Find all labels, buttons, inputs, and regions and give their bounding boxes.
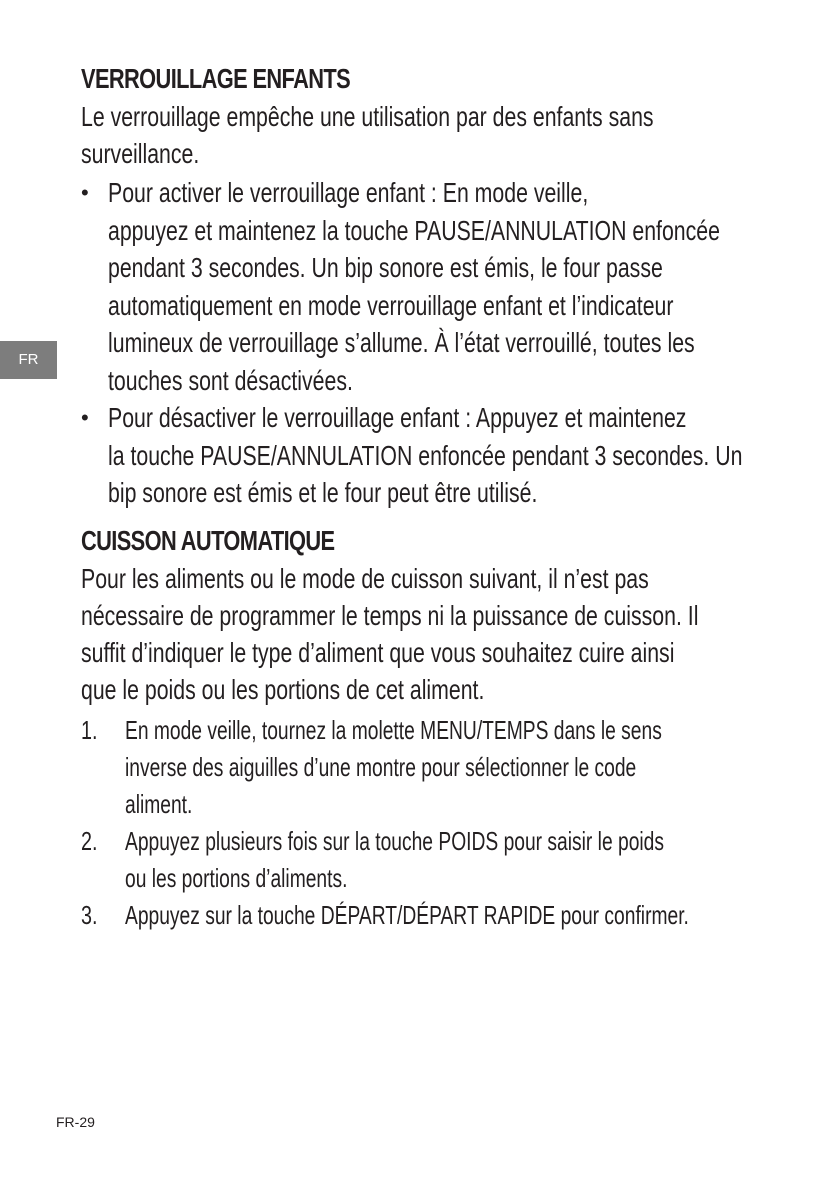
child-lock-intro bbox=[81, 98, 781, 172]
step-line: Appuyez sur la touche DÉPART/DÉPART RAPIDE pour confirmer. bbox=[125, 899, 689, 930]
bullet-item-activate bbox=[81, 174, 781, 399]
section-heading-child-lock: VERROUILLAGE ENFANTS bbox=[81, 63, 351, 94]
bullet-line: appuyez et maintenez la touche PAUSE/ANNULATION enfoncée bbox=[108, 214, 720, 246]
page-content bbox=[81, 62, 781, 934]
page-number: FR-29 bbox=[56, 1114, 95, 1130]
bullet-line: Pour activer le verrouillage enfant : En mode veille, bbox=[108, 177, 589, 208]
intro-line: Le verrouillage empêche une utilisation par des enfants sans bbox=[81, 101, 654, 132]
intro-line: surveillance. bbox=[81, 138, 200, 169]
step-line: ou les portions d’aliments. bbox=[125, 862, 348, 893]
bullet-dot-icon: • bbox=[81, 405, 89, 430]
intro-line: que le poids ou les portions de cet aliment. bbox=[81, 673, 485, 705]
bullet-line: pendant 3 secondes. Un bip sonore est émis, le four passe bbox=[108, 252, 663, 283]
step-line: inverse des aiguilles d’une montre pour sélectionner le code bbox=[125, 751, 637, 782]
child-lock-bullet-list bbox=[81, 174, 781, 512]
bullet-line: Pour désactiver le verrouillage enfant : Appuyez et maintenez bbox=[108, 402, 687, 433]
intro-line: nécessaire de programmer le temps ni la puissance de cuisson. Il bbox=[81, 599, 699, 631]
bullet-item-deactivate bbox=[81, 399, 781, 512]
language-tab bbox=[0, 341, 57, 379]
step-item-1 bbox=[81, 712, 781, 823]
step-number: 3. bbox=[81, 899, 98, 930]
intro-line: suffit d’indiquer le type d’aliment que vous souhaitez cuire ainsi bbox=[81, 636, 675, 668]
bullet-line: la touche PAUSE/ANNULATION enfoncée pendant 3 secondes. Un bbox=[108, 439, 743, 471]
bullet-line: bip sonore est émis et le four peut être utilisé. bbox=[108, 477, 538, 508]
section-heading-auto-cook: CUISSON AUTOMATIQUE bbox=[81, 524, 335, 556]
auto-cook-intro bbox=[81, 560, 781, 708]
step-number: 2. bbox=[81, 825, 98, 856]
intro-line: Pour les aliments ou le mode de cuisson suivant, il n’est pas bbox=[81, 562, 649, 594]
bullet-dot-icon: • bbox=[81, 180, 89, 205]
language-tab-label: FR bbox=[18, 351, 39, 368]
step-number: 1. bbox=[81, 714, 98, 745]
bullet-line: lumineux de verrouillage s’allume. À l’état verrouillé, toutes les bbox=[108, 327, 695, 358]
step-line: Appuyez plusieurs fois sur la touche POIDS pour saisir le poids bbox=[125, 825, 664, 856]
bullet-line: automatiquement en mode verrouillage enfant et l’indicateur bbox=[108, 289, 674, 321]
auto-cook-step-list bbox=[81, 712, 781, 934]
step-item-2 bbox=[81, 823, 781, 897]
step-line: aliment. bbox=[125, 788, 193, 819]
bullet-line: touches sont désactivées. bbox=[108, 364, 353, 396]
step-item-3 bbox=[81, 897, 781, 934]
step-line: En mode veille, tournez la molette MENU/TEMPS dans le sens bbox=[125, 714, 662, 745]
